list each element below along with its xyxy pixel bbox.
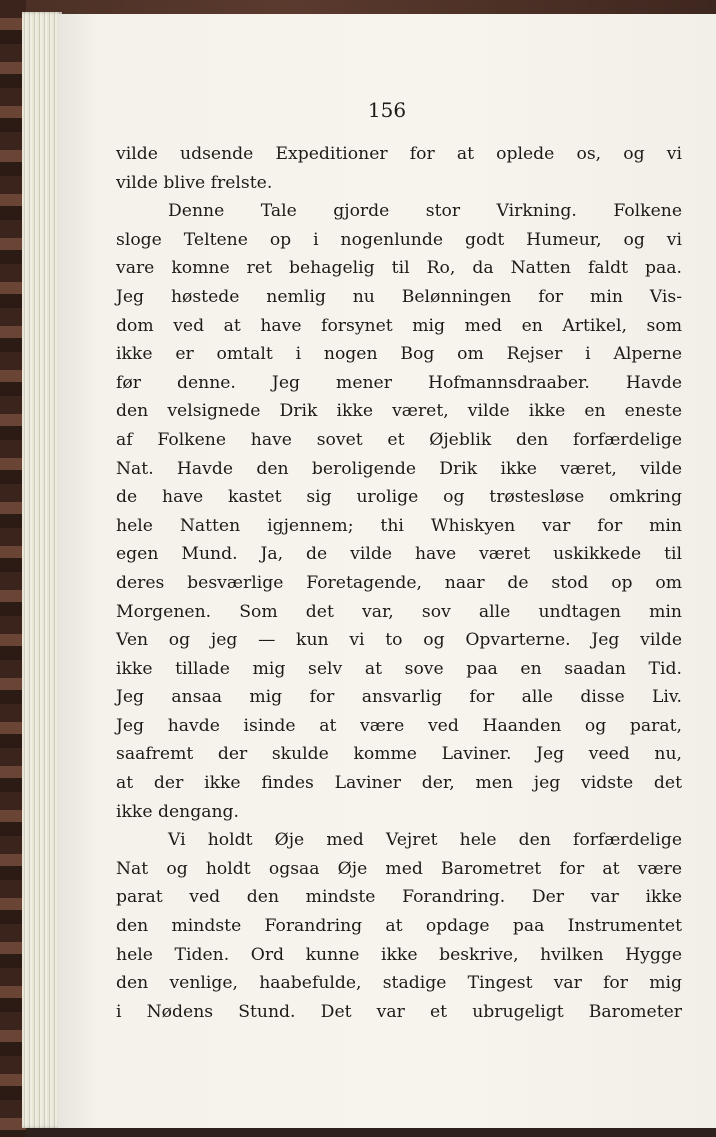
text-line: i Nødens Stund. Det var et ubrugeligt Barometer xyxy=(116,1001,682,1022)
text-line: hele Natten igjennem; thi Whiskyen var for min xyxy=(116,515,682,536)
text-line: den venlige, haabefulde, stadige Tingest var for mig xyxy=(116,973,682,994)
text-line: den mindste Forandring at opdage paa Instrumentet xyxy=(116,916,682,937)
text-line: den velsignede Drik ikke været, vilde ikke en eneste xyxy=(116,401,682,422)
text-line: Denne Tale gjorde stor Virkning. Folkene xyxy=(168,201,682,222)
text-line: vilde udsende Expeditioner for at oplede os, og vi xyxy=(116,144,682,164)
text-line: sloge Teltene op i nogenlunde godt Humeur, og vi xyxy=(116,229,682,250)
text-line: af Folkene have sovet et Øjeblik den forfærdelige xyxy=(116,429,682,450)
text-line: Vi holdt Øje med Vejret hele den forfærdelige xyxy=(168,830,682,851)
page-edges xyxy=(22,12,62,1128)
text-line: de have kastet sig urolige og trøstesløse omkring xyxy=(116,487,682,508)
text-line: Nat og holdt ogsaa Øje med Barometret for at være xyxy=(116,858,682,879)
text-line: ikke dengang. xyxy=(116,801,239,822)
text-line: vilde blive frelste. xyxy=(116,172,273,193)
text-line: Jeg havde isinde at være ved Haanden og parat, xyxy=(116,715,682,736)
text-line: hele Tiden. Ord kunne ikke beskrive, hvilken Hygge xyxy=(116,944,682,965)
text-line: deres besværlige Foretagende, naar de stod op om xyxy=(116,572,682,593)
text-line: før denne. Jeg mener Hofmannsdraaber. Havde xyxy=(116,372,682,393)
text-line: egen Mund. Ja, de vilde have været uskikkede til xyxy=(116,544,682,565)
text-line: Jeg ansaa mig for ansvarlig for alle disse Liv. xyxy=(116,687,682,708)
book-top-edge xyxy=(0,0,716,14)
text-line: Nat. Havde den beroligende Drik ikke været, vilde xyxy=(116,458,682,479)
body-text xyxy=(116,140,682,1026)
text-line: Morgenen. Som det var, sov alle undtagen min xyxy=(116,601,682,622)
text-line: parat ved den mindste Forandring. Der var ikke xyxy=(116,887,682,908)
text-line: Jeg høstede nemlig nu Belønningen for min Vis- xyxy=(116,286,682,307)
text-line: ikke er omtalt i nogen Bog om Rejser i Alperne xyxy=(116,344,682,365)
text-line: Ven og jeg — kun vi to og Opvarterne. Jeg vilde xyxy=(116,630,682,651)
text-line: at der ikke findes Laviner der, men jeg vidste det xyxy=(116,773,682,794)
text-line: saafremt der skulde komme Laviner. Jeg veed nu, xyxy=(116,744,682,765)
text-line: ikke tillade mig selv at sove paa en saadan Tid. xyxy=(116,658,682,679)
page-number: 156 xyxy=(367,98,407,122)
text-line: vare komne ret behagelig til Ro, da Natten faldt paa. xyxy=(116,258,682,279)
text-line: dom ved at have forsynet mig med en Artikel, som xyxy=(116,315,682,336)
